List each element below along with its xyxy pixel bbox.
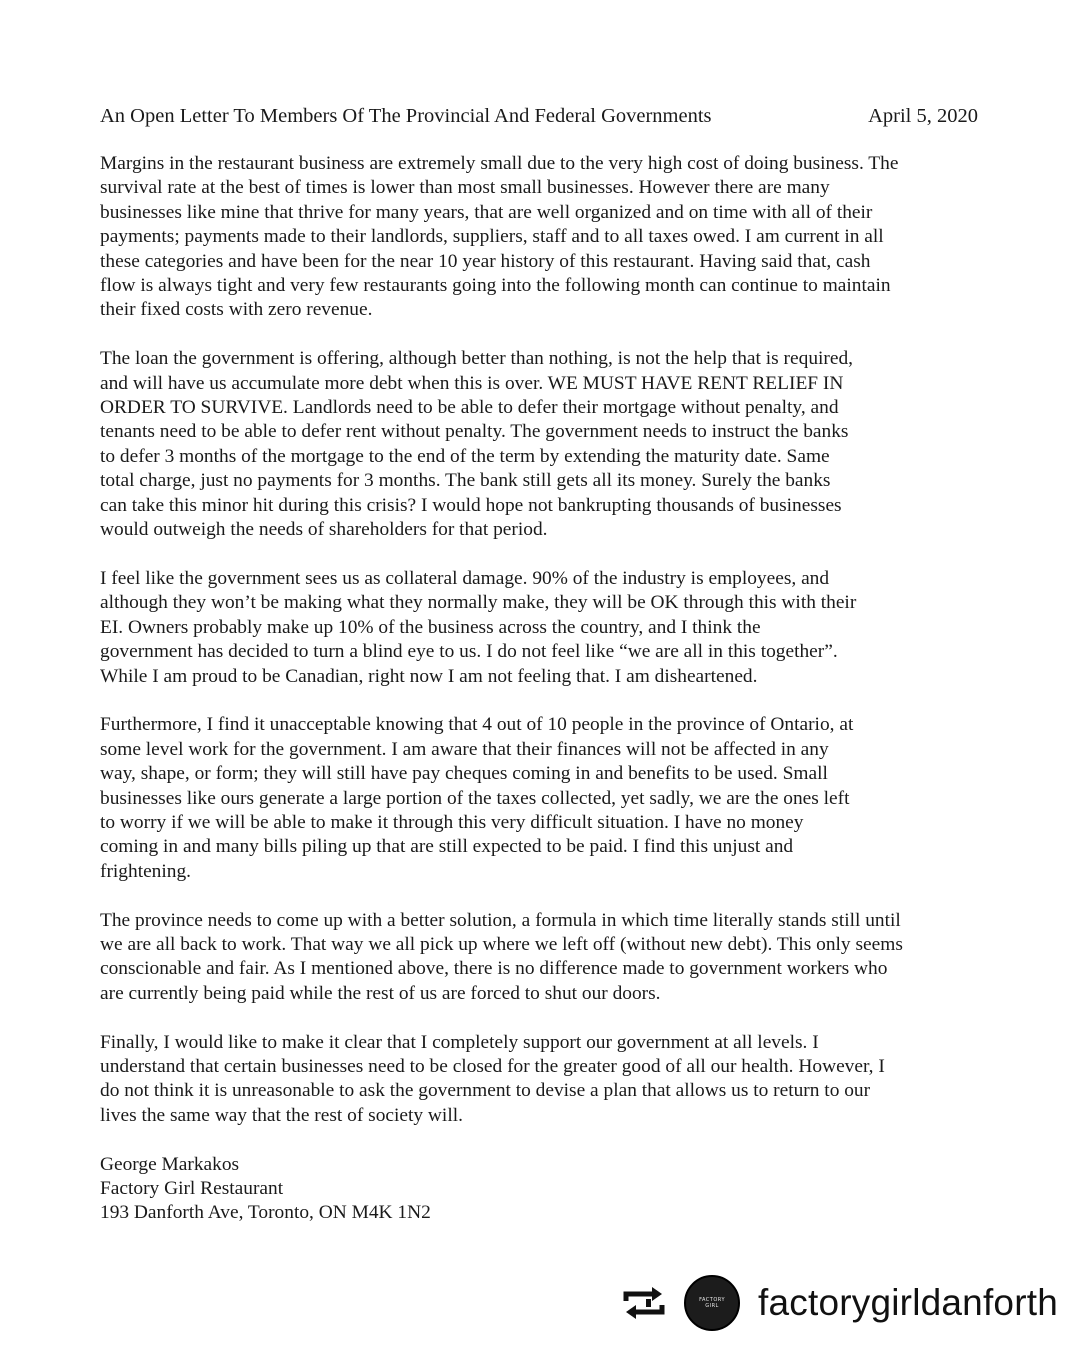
paragraph-line: way, shape, or form; they will still have pay cheques coming in and benefits to be used. Small bbox=[100, 763, 828, 785]
paragraph-line: Finally, I would like to make it clear that I completely support our government at all levels. I bbox=[100, 1031, 819, 1053]
signature-name: George Markakos bbox=[100, 1153, 240, 1175]
paragraph-line: total charge, just no payments for 3 months. The bank still gets all its money. Surely the banks bbox=[100, 470, 831, 492]
paragraph-line: Furthermore, I find it unacceptable knowing that 4 out of 10 people in the province of Ontario, at bbox=[100, 714, 854, 736]
paragraph-line: frightening. bbox=[100, 860, 192, 882]
paragraph-line: to worry if we will be able to make it through this very difficult situation. I have no money bbox=[100, 811, 804, 833]
paragraph-line: we are all back to work. That way we all pick up where we left off (without new debt). This only seems bbox=[100, 933, 903, 955]
paragraph-line: The loan the government is offering, although better than nothing, is not the help that is required, bbox=[100, 348, 854, 370]
letter-paragraph bbox=[100, 567, 1000, 689]
paragraph-line: Margins in the restaurant business are extremely small due to the very high cost of doing business. The bbox=[100, 153, 899, 174]
letter-date: April 5, 2020 bbox=[868, 105, 978, 127]
letter-paragraph bbox=[100, 1031, 1000, 1129]
paragraph-line: do not think it is unreasonable to ask the government to devise a plan that allows us to return to our bbox=[100, 1080, 871, 1102]
letter-paragraph bbox=[100, 713, 1000, 884]
paragraph-line: although they won’t be making what they normally make, they will be OK through this with their bbox=[100, 592, 857, 614]
letter-header bbox=[100, 101, 1000, 131]
paragraph-line: these categories and have been for the near 10 year history of this restaurant. Having said that, cash bbox=[100, 250, 871, 272]
letter-paragraph bbox=[100, 909, 1000, 1007]
repost-attribution bbox=[620, 1273, 1058, 1333]
paragraph-line: coming in and many bills piling up that are still expected to be paid. I find this unjust and bbox=[100, 836, 794, 858]
open-letter bbox=[100, 101, 1000, 1226]
signature-address: 193 Danforth Ave, Toronto, ON M4K 1N2 bbox=[100, 1202, 431, 1224]
letter-paragraph bbox=[100, 152, 1000, 323]
paragraph-line: ORDER TO SURVIVE. Landlords need to be able to defer their mortgage without penalty, and bbox=[100, 397, 839, 419]
paragraph-line: understand that certain businesses need to be closed for the greater good of all our health. However, I bbox=[100, 1055, 885, 1077]
letter-body bbox=[100, 152, 1000, 1128]
paragraph-line: some level work for the government. I am aware that their finances will not be affected in any bbox=[100, 738, 829, 760]
paragraph-line: I feel like the government sees us as collateral damage. 90% of the industry is employees, and bbox=[100, 567, 830, 589]
paragraph-line: businesses like ours generate a large portion of the taxes collected, yet sadly, we are the ones left bbox=[100, 787, 850, 809]
profile-avatar[interactable] bbox=[684, 1275, 740, 1331]
paragraph-line: can take this minor hit during this crisis? I would hope not bankrupting thousands of businesses bbox=[100, 494, 842, 516]
signature-block bbox=[100, 1153, 1000, 1226]
paragraph-line: EI. Owners probably make up 10% of the business across the country, and I think the bbox=[100, 616, 761, 638]
paragraph-line: The province needs to come up with a better solution, a formula in which time literally stands still until bbox=[100, 909, 901, 931]
paragraph-line: would outweigh the needs of shareholders for that period. bbox=[100, 519, 548, 541]
paragraph-line: conscionable and fair. As I mentioned above, there is no difference made to government workers who bbox=[100, 958, 888, 980]
paragraph-line: government has decided to turn a blind eye to us. I do not feel like “we are all in this together”. bbox=[100, 641, 838, 663]
paragraph-line: to defer 3 months of the mortgage to the end of the term by extending the maturity date. Same bbox=[100, 445, 830, 467]
paragraph-line: are currently being paid while the rest of us are forced to shut our doors. bbox=[100, 982, 661, 1004]
avatar-text-line2: GIRL bbox=[705, 1303, 719, 1309]
account-handle[interactable]: factorygirldanforth bbox=[758, 1282, 1058, 1323]
avatar-text-line1: FACTORY bbox=[699, 1297, 726, 1303]
paragraph-line: their fixed costs with zero revenue. bbox=[100, 299, 373, 321]
paragraph-line: lives the same way that the rest of society will. bbox=[100, 1104, 463, 1126]
paragraph-line: and will have us accumulate more debt when this is over. WE MUST HAVE RENT RELIEF IN bbox=[100, 372, 844, 394]
paragraph-line: survival rate at the best of times is lower than most small businesses. However there are many bbox=[100, 177, 830, 199]
paragraph-line: businesses like mine that thrive for many years, that are well organized and on time with all of their bbox=[100, 201, 873, 223]
signature-business: Factory Girl Restaurant bbox=[100, 1177, 284, 1199]
paragraph-line: payments; payments made to their landlords, suppliers, staff and to all taxes owed. I am current in all bbox=[100, 226, 884, 248]
repost-icon bbox=[620, 1285, 668, 1321]
letter-paragraph bbox=[100, 347, 1000, 542]
letter-title: An Open Letter To Members Of The Provincial And Federal Governments bbox=[100, 105, 712, 127]
paragraph-line: tenants need to be able to defer rent without penalty. The government needs to instruct the banks bbox=[100, 421, 849, 443]
paragraph-line: While I am proud to be Canadian, right now I am not feeling that. I am disheartened. bbox=[100, 665, 758, 687]
paragraph-line: flow is always tight and very few restaurants going into the following month can continue to maintain bbox=[100, 275, 891, 297]
